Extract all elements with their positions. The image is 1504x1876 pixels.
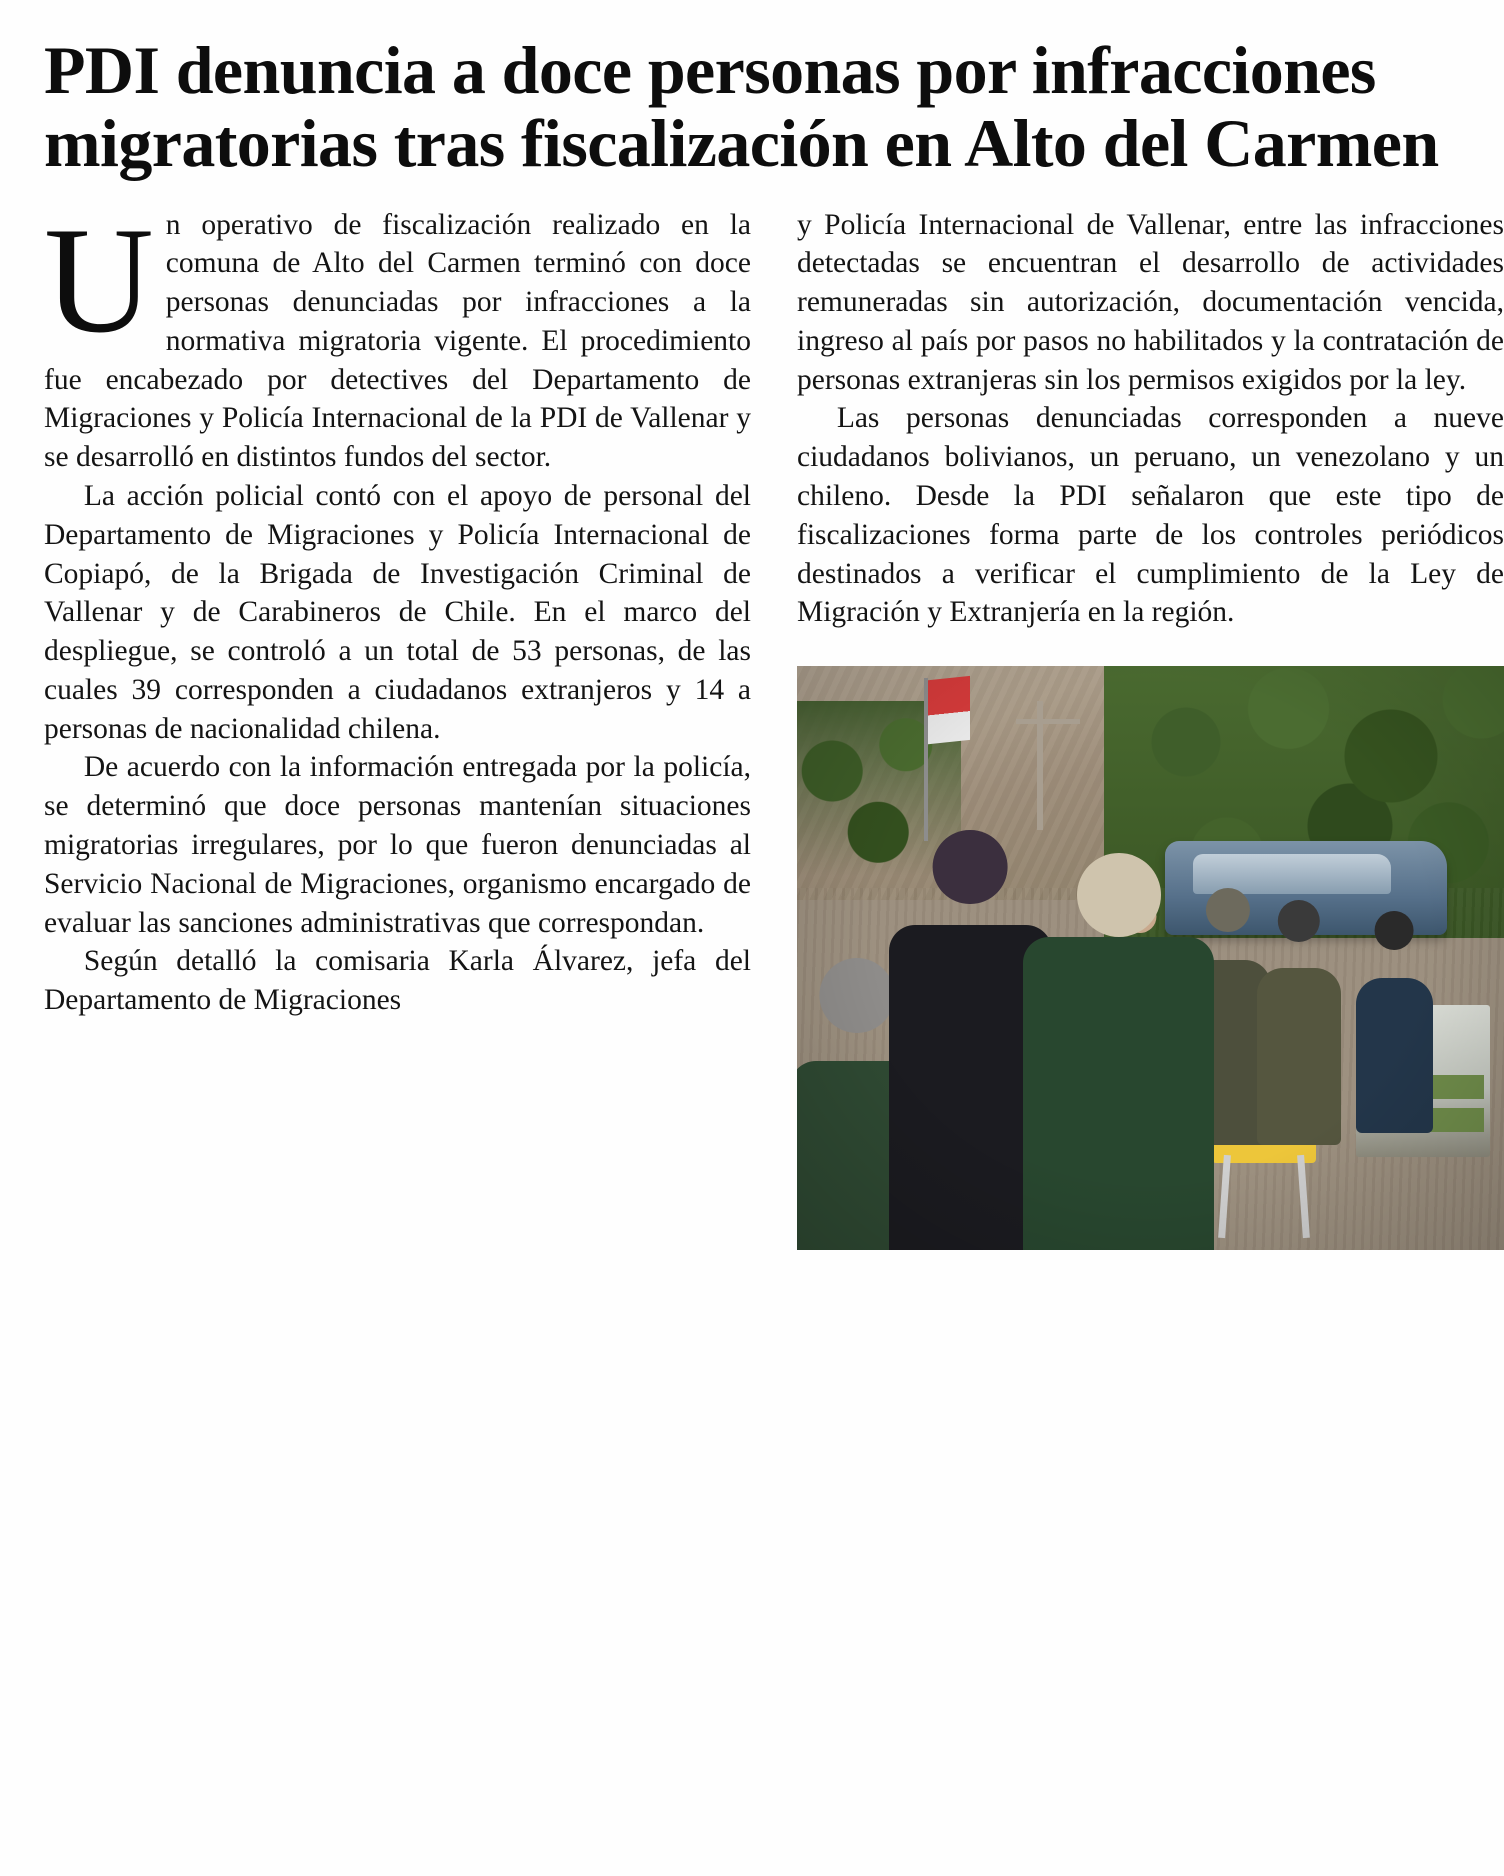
drop-cap: U bbox=[44, 195, 154, 364]
paragraph-5: y Policía Internacional de Vallenar, entre las infracciones detectadas se encuentran el desarrollo de actividades remuneradas sin autorización, documentación vencida, ingreso al país por pasos no habilitados y la contratación de personas extranjeras sin los permisos exigidos por la ley. bbox=[797, 208, 1504, 396]
page-title: PDI denuncia a doce personas por infracciones migratorias tras fiscalización en Alto del Carmen bbox=[44, 32, 1439, 181]
paragraph-4: Según detalló la comisaria Karla Álvarez, jefa del Departamento de Migraciones bbox=[44, 945, 751, 1017]
article-photo bbox=[797, 666, 1504, 1250]
photo-vignette bbox=[797, 666, 1504, 1250]
paragraph-3: De acuerdo con la información entregada por la policía, se determinó que doce personas mantenían situaciones migratorias irregulares, por lo que fueron denunciadas al Servicio Nacional de Migraciones, organismo encargado de evaluar las sanciones administrativas que correspondan. bbox=[44, 751, 751, 939]
photo-illustration bbox=[797, 666, 1504, 1250]
paragraph-lead-text: n operativo de fiscalización realizado en la comuna de Alto del Carmen terminó con doce personas denunciadas por infracciones a la normativa migratoria vigente. El procedimiento fue encabezado por detectives del Departamento de Migraciones y Policía Internacional de la PDI de Vallenar y se desarrolló en distintos fundos del sector. bbox=[44, 208, 751, 474]
paragraph-lead bbox=[44, 195, 751, 477]
article-column-left bbox=[44, 195, 751, 1020]
article-column-right bbox=[797, 206, 1504, 1251]
paragraph-6: Las personas denunciadas corresponden a nueve ciudadanos bolivianos, un peruano, un venezolano y un chileno. Desde la PDI señalaron que este tipo de fiscalizaciones forma parte de los controles periódicos destinados a verificar el cumplimiento de la Ley de Migración y Extranjería en la región. bbox=[797, 402, 1504, 629]
paragraph-2: La acción policial contó con el apoyo de personal del Departamento de Migraciones y Policía Internacional de Copiapó, de la Brigada de Investigación Criminal de Vallenar y de Carabineros de Chile. En el marco del despliegue, se controló a un total de 53 personas, de las cuales 39 corresponden a ciudadanos extranjeros y 14 a personas de nacionalidad chilena. bbox=[44, 479, 751, 745]
article-columns bbox=[44, 195, 1504, 1251]
